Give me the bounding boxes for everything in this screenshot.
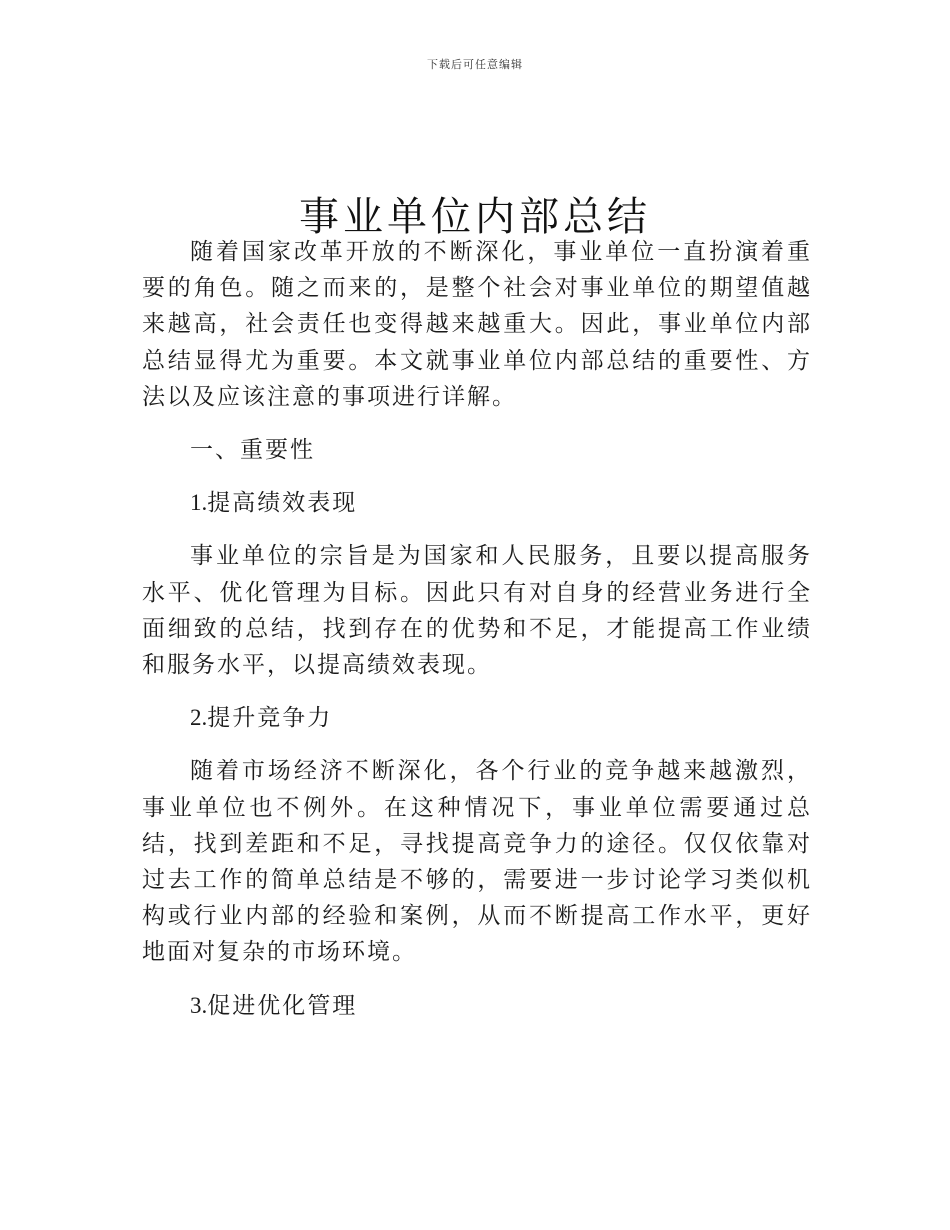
subheading-number: 2.	[190, 705, 208, 731]
subheading-competitiveness	[142, 700, 812, 736]
subheading-number: 1.	[190, 490, 208, 516]
intro-paragraph: 随着国家改革开放的不断深化，事业单位一直扮演着重要的角色。随之而来的，是整个社会对事业单位的期望值越来越高，社会责任也变得越来越重大。因此，事业单位内部总结显得尤为重要。本文就事业单位内部总结的重要性、方法以及应该注意的事项进行详解。	[142, 239, 812, 410]
subheading-text: 提升竞争力	[207, 705, 333, 732]
section-heading-importance: 一、重要性	[190, 437, 315, 464]
competitiveness-paragraph: 随着市场经济不断深化，各个行业的竞争越来越激烈，事业单位也不例外。在这种情况下，事业单位需要通过总结，找到差距和不足，寻找提高竞争力的途径。仅仅依靠对过去工作的简单总结是不够的，需要进一步讨论学习类似机构或行业内部的经验和案例，从而不断提高工作水平，更好地面对复杂的市场环境。	[142, 758, 812, 966]
document-title: 事业单位内部总结	[299, 193, 651, 240]
subheading-performance	[142, 485, 812, 521]
subheading-text: 促进优化管理	[207, 992, 358, 1019]
subheading-number: 3.	[190, 992, 208, 1018]
performance-paragraph: 事业单位的宗旨是为国家和人民服务，且要以提高服务水平、优化管理为目标。因此只有对自身的经营业务进行全面细致的总结，找到存在的优势和不足，才能提高工作业绩和服务水平，以提高绩效表现。	[142, 543, 812, 679]
subheading-text: 提高绩效表现	[207, 490, 358, 517]
document-body	[142, 234, 812, 1041]
subheading-management	[142, 988, 812, 1024]
header-note: 下载后可任意编辑	[427, 58, 523, 71]
